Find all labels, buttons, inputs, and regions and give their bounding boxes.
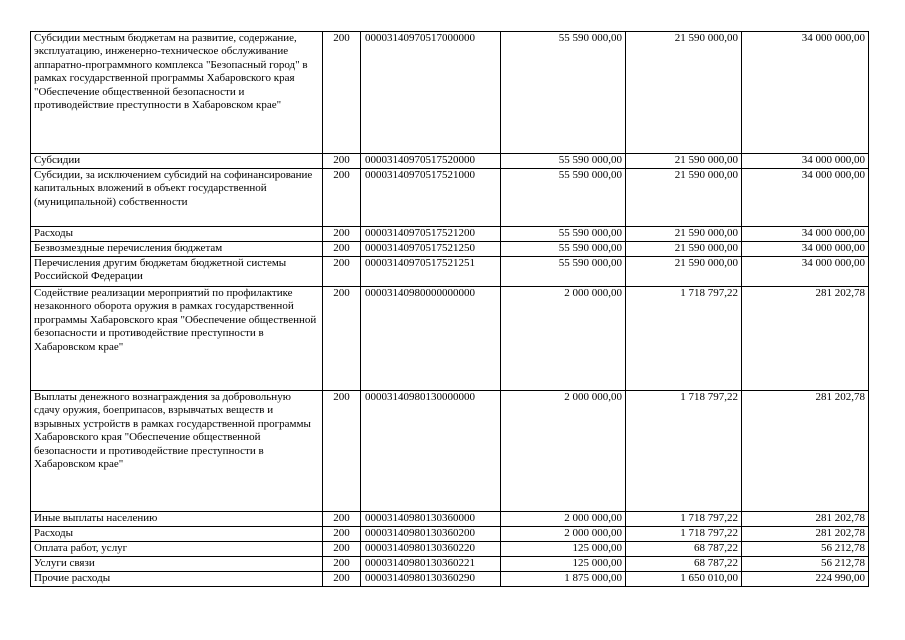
row-unexecuted-amount: 34 000 000,00 <box>742 154 869 169</box>
row-approved-amount: 55 590 000,00 <box>501 227 626 242</box>
row-executed-amount: 68 787,22 <box>626 557 742 572</box>
row-unexecuted-amount: 56 212,78 <box>742 557 869 572</box>
row-line-code: 200 <box>323 512 361 527</box>
row-approved-amount: 55 590 000,00 <box>501 154 626 169</box>
row-name: Содействие реализации мероприятий по профилактике незаконного оборота оружия в рамках государственной программы Хабаровского края "Обеспечение общественной безопасности и противодействие преступности в Хабаровском крае" <box>31 287 323 391</box>
table-row <box>31 32 869 154</box>
row-name: Субсидии местным бюджетам на развитие, содержание, эксплуатацию, инженерно-техническое обслуживание аппаратно-программного комплекса "Безопасный город" в рамках государственной программы Хабаровского края "Обеспечение общественной безопасности и противодействие преступности в Хабаровском крае" <box>31 32 323 154</box>
row-executed-amount: 1 718 797,22 <box>626 512 742 527</box>
row-name: Прочие расходы <box>31 572 323 587</box>
row-executed-amount: 1 718 797,22 <box>626 287 742 391</box>
row-unexecuted-amount: 34 000 000,00 <box>742 257 869 287</box>
row-name: Выплаты денежного вознаграждения за добровольную сдачу оружия, боеприпасов, взрывчатых веществ и взрывных устройств в рамках государственной программы Хабаровского края "Обеспечение общественной безопасности и противодействие преступности в Хабаровском крае" <box>31 391 323 512</box>
row-unexecuted-amount: 34 000 000,00 <box>742 242 869 257</box>
row-executed-amount: 68 787,22 <box>626 542 742 557</box>
row-approved-amount: 55 590 000,00 <box>501 32 626 154</box>
row-approved-amount: 125 000,00 <box>501 557 626 572</box>
row-name: Иные выплаты населению <box>31 512 323 527</box>
row-classification-code: 00003140980130360000 <box>361 512 501 527</box>
budget-report-page <box>30 31 868 587</box>
row-executed-amount: 21 590 000,00 <box>626 32 742 154</box>
row-unexecuted-amount: 56 212,78 <box>742 542 869 557</box>
row-name: Субсидии, за исключением субсидий на софинансирование капитальных вложений в объект государственной (муниципальной) собственности <box>31 169 323 227</box>
row-executed-amount: 1 718 797,22 <box>626 391 742 512</box>
table-row <box>31 391 869 512</box>
row-unexecuted-amount: 224 990,00 <box>742 572 869 587</box>
row-line-code: 200 <box>323 542 361 557</box>
row-unexecuted-amount: 281 202,78 <box>742 527 869 542</box>
row-name: Оплата работ, услуг <box>31 542 323 557</box>
budget-execution-table <box>30 31 869 587</box>
table-row <box>31 557 869 572</box>
row-line-code: 200 <box>323 169 361 227</box>
table-row <box>31 169 869 227</box>
row-line-code: 200 <box>323 227 361 242</box>
row-classification-code: 00003140980130360221 <box>361 557 501 572</box>
row-unexecuted-amount: 34 000 000,00 <box>742 169 869 227</box>
table-row <box>31 527 869 542</box>
row-line-code: 200 <box>323 557 361 572</box>
row-classification-code: 00003140970517521000 <box>361 169 501 227</box>
table-row <box>31 154 869 169</box>
row-classification-code: 00003140980130360200 <box>361 527 501 542</box>
table-row <box>31 572 869 587</box>
row-classification-code: 00003140970517521250 <box>361 242 501 257</box>
table-row <box>31 227 869 242</box>
row-executed-amount: 21 590 000,00 <box>626 257 742 287</box>
row-executed-amount: 1 650 010,00 <box>626 572 742 587</box>
row-name: Расходы <box>31 527 323 542</box>
row-line-code: 200 <box>323 32 361 154</box>
row-classification-code: 00003140980000000000 <box>361 287 501 391</box>
row-approved-amount: 55 590 000,00 <box>501 242 626 257</box>
row-classification-code: 00003140970517520000 <box>361 154 501 169</box>
row-classification-code: 00003140980130360290 <box>361 572 501 587</box>
row-executed-amount: 1 718 797,22 <box>626 527 742 542</box>
row-approved-amount: 55 590 000,00 <box>501 169 626 227</box>
row-unexecuted-amount: 281 202,78 <box>742 391 869 512</box>
row-unexecuted-amount: 34 000 000,00 <box>742 32 869 154</box>
row-classification-code: 00003140970517521200 <box>361 227 501 242</box>
row-unexecuted-amount: 281 202,78 <box>742 512 869 527</box>
row-approved-amount: 2 000 000,00 <box>501 391 626 512</box>
row-line-code: 200 <box>323 257 361 287</box>
row-unexecuted-amount: 34 000 000,00 <box>742 227 869 242</box>
row-name: Расходы <box>31 227 323 242</box>
row-classification-code: 00003140980130360220 <box>361 542 501 557</box>
row-approved-amount: 2 000 000,00 <box>501 527 626 542</box>
table-row <box>31 542 869 557</box>
row-approved-amount: 55 590 000,00 <box>501 257 626 287</box>
row-line-code: 200 <box>323 527 361 542</box>
row-approved-amount: 2 000 000,00 <box>501 287 626 391</box>
row-classification-code: 00003140980130000000 <box>361 391 501 512</box>
row-line-code: 200 <box>323 154 361 169</box>
row-line-code: 200 <box>323 287 361 391</box>
row-classification-code: 00003140970517521251 <box>361 257 501 287</box>
table-row <box>31 242 869 257</box>
row-executed-amount: 21 590 000,00 <box>626 242 742 257</box>
row-unexecuted-amount: 281 202,78 <box>742 287 869 391</box>
table-row <box>31 257 869 287</box>
row-approved-amount: 1 875 000,00 <box>501 572 626 587</box>
row-approved-amount: 125 000,00 <box>501 542 626 557</box>
table-row <box>31 287 869 391</box>
row-line-code: 200 <box>323 391 361 512</box>
row-executed-amount: 21 590 000,00 <box>626 227 742 242</box>
row-name: Услуги связи <box>31 557 323 572</box>
row-executed-amount: 21 590 000,00 <box>626 154 742 169</box>
row-name: Субсидии <box>31 154 323 169</box>
row-line-code: 200 <box>323 572 361 587</box>
row-executed-amount: 21 590 000,00 <box>626 169 742 227</box>
row-approved-amount: 2 000 000,00 <box>501 512 626 527</box>
row-line-code: 200 <box>323 242 361 257</box>
row-name: Безвозмездные перечисления бюджетам <box>31 242 323 257</box>
row-classification-code: 00003140970517000000 <box>361 32 501 154</box>
row-name: Перечисления другим бюджетам бюджетной системы Российской Федерации <box>31 257 323 287</box>
table-row <box>31 512 869 527</box>
